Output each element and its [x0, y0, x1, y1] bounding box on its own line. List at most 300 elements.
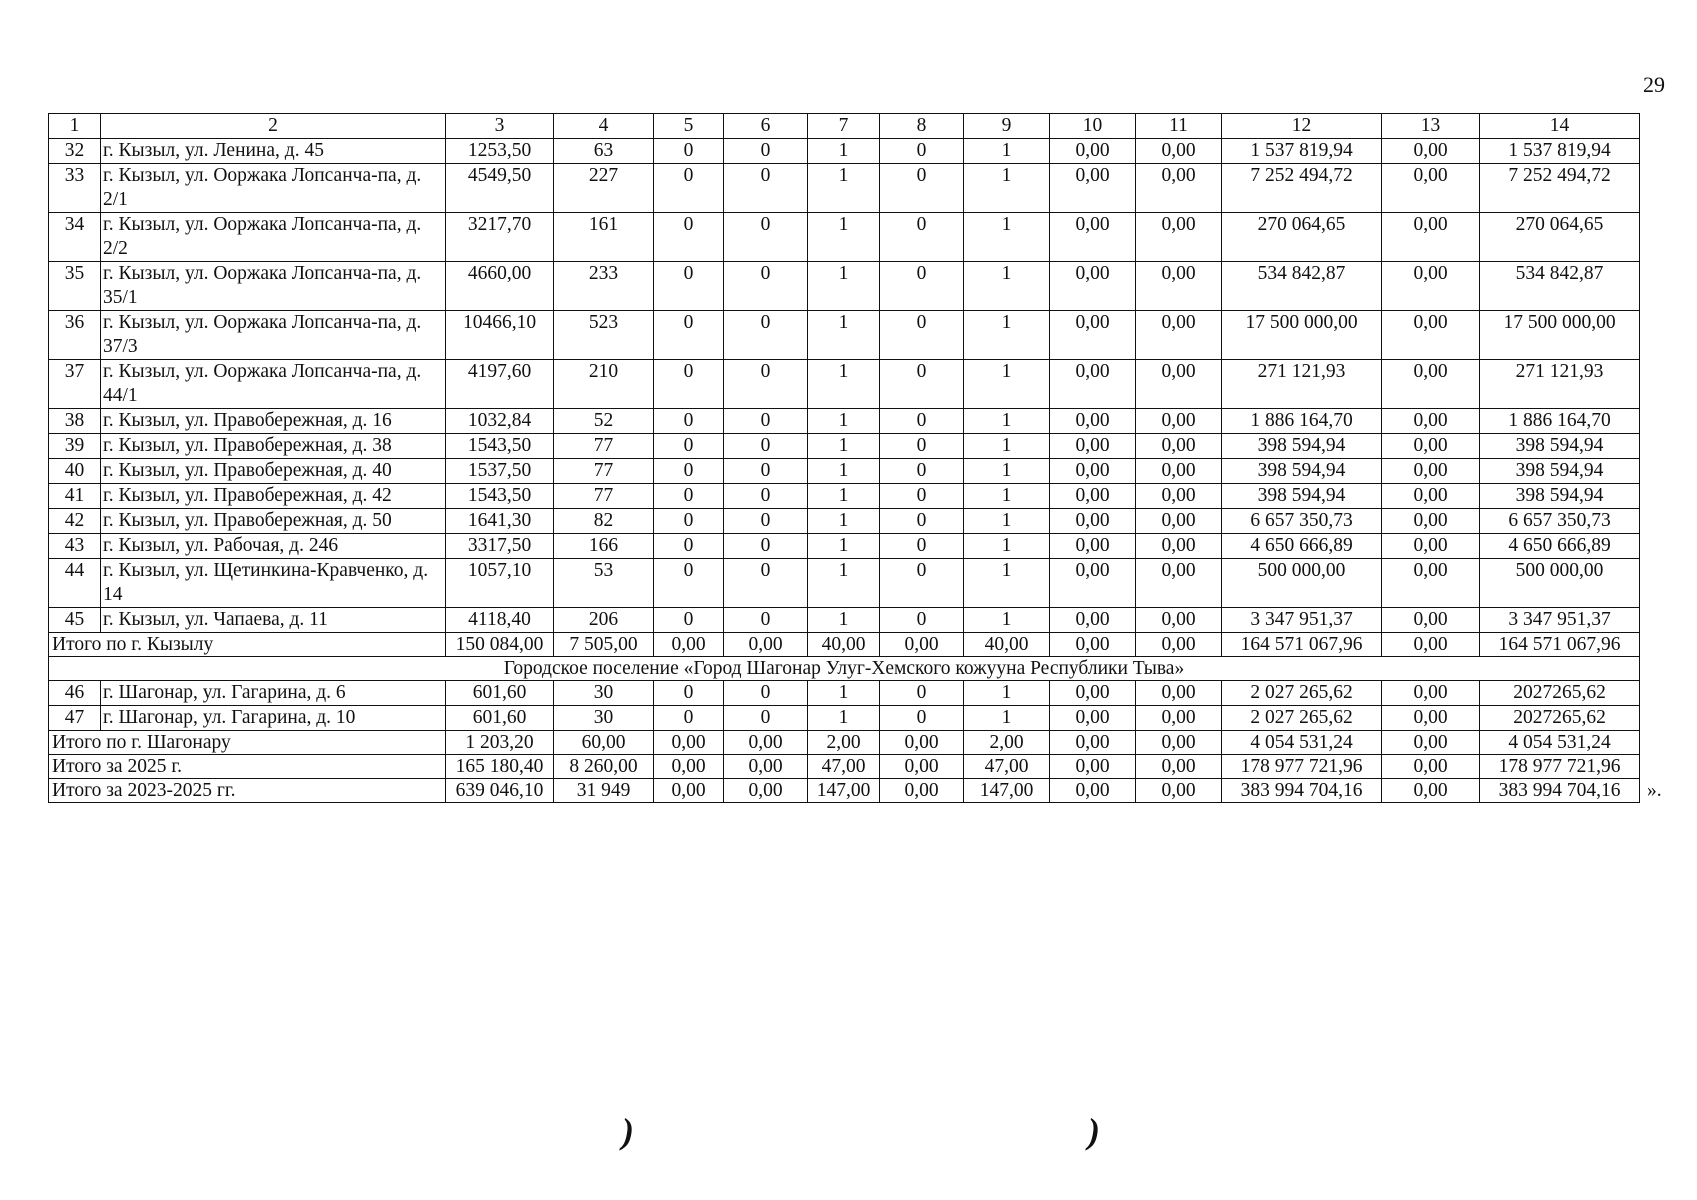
value-cell: 1641,30: [446, 509, 554, 534]
table-row: [49, 681, 1640, 706]
value-cell: 77: [554, 484, 654, 509]
value-cell: 0,00: [1050, 706, 1136, 731]
row-number-cell: 47: [49, 706, 101, 731]
total-value-cell: 0,00: [1382, 779, 1480, 803]
total-value-cell: 147,00: [964, 779, 1050, 803]
value-cell: 398 594,94: [1480, 434, 1640, 459]
table-row: [49, 459, 1640, 484]
value-cell: 1032,84: [446, 409, 554, 434]
value-cell: 0,00: [1136, 484, 1222, 509]
value-cell: 398 594,94: [1480, 484, 1640, 509]
value-cell: 0: [654, 434, 724, 459]
value-cell: 1 886 164,70: [1222, 409, 1382, 434]
value-cell: 1: [808, 360, 880, 409]
address-cell: г. Кызыл, ул. Ленина, д. 45: [101, 139, 446, 164]
table-row: [49, 484, 1640, 509]
total-value-cell: 639 046,10: [446, 779, 554, 803]
column-number-header: 12: [1222, 114, 1382, 139]
value-cell: 0: [724, 509, 808, 534]
value-cell: 0,00: [1050, 484, 1136, 509]
total-value-cell: 383 994 704,16 ».: [1480, 779, 1640, 803]
value-cell: 1: [964, 484, 1050, 509]
value-cell: 4197,60: [446, 360, 554, 409]
value-cell: 1: [964, 681, 1050, 706]
value-cell: 6 657 350,73: [1222, 509, 1382, 534]
value-cell: 1: [808, 262, 880, 311]
address-cell: г. Кызыл, ул. Ооржака Лопсанча-па, д. 35/1: [101, 262, 446, 311]
total-value-cell: 0,00: [1136, 779, 1222, 803]
value-cell: 0: [654, 409, 724, 434]
row-number-cell: 37: [49, 360, 101, 409]
value-cell: 2 027 265,62: [1222, 681, 1382, 706]
total-value-cell: 0,00: [654, 633, 724, 657]
total-value-cell: 0,00: [654, 779, 724, 803]
total-value-cell: 147,00: [808, 779, 880, 803]
value-cell: 0,00: [1382, 311, 1480, 360]
value-cell: 52: [554, 409, 654, 434]
value-cell: 3217,70: [446, 213, 554, 262]
value-cell: 0: [724, 706, 808, 731]
value-cell: 1253,50: [446, 139, 554, 164]
total-value-cell: 7 505,00: [554, 633, 654, 657]
value-cell: 0: [654, 681, 724, 706]
value-cell: 53: [554, 559, 654, 608]
value-cell: 1: [808, 509, 880, 534]
row-number-cell: 32: [49, 139, 101, 164]
value-cell: 0,00: [1382, 409, 1480, 434]
total-value-cell: 383 994 704,16: [1222, 779, 1382, 803]
address-cell: г. Кызыл, ул. Ооржака Лопсанча-па, д. 2/2: [101, 213, 446, 262]
signature-mark-left: ): [622, 1111, 634, 1151]
value-cell: 0: [880, 509, 964, 534]
total-label-cell: Итого за 2023-2025 гг.: [49, 779, 446, 803]
value-cell: 17 500 000,00: [1480, 311, 1640, 360]
value-cell: 271 121,93: [1222, 360, 1382, 409]
address-cell: г. Кызыл, ул. Правобережная, д. 50: [101, 509, 446, 534]
table-row: [49, 559, 1640, 608]
row-number-cell: 42: [49, 509, 101, 534]
total-value-cell: 40,00: [808, 633, 880, 657]
value-cell: 0: [654, 608, 724, 633]
value-cell: 1: [808, 706, 880, 731]
total-value-cell: 31 949: [554, 779, 654, 803]
value-cell: 0,00: [1050, 409, 1136, 434]
value-cell: 0,00: [1050, 360, 1136, 409]
value-cell: 4 650 666,89: [1480, 534, 1640, 559]
row-number-cell: 46: [49, 681, 101, 706]
value-cell: 0,00: [1382, 706, 1480, 731]
value-cell: 0,00: [1136, 509, 1222, 534]
value-cell: 0,00: [1382, 459, 1480, 484]
value-cell: 0: [880, 534, 964, 559]
value-cell: 0,00: [1050, 262, 1136, 311]
value-cell: 0,00: [1136, 608, 1222, 633]
value-cell: 0: [654, 559, 724, 608]
value-cell: 0,00: [1382, 213, 1480, 262]
value-cell: 0: [880, 213, 964, 262]
value-cell: 0,00: [1050, 139, 1136, 164]
value-cell: 0: [724, 559, 808, 608]
value-cell: 0,00: [1136, 681, 1222, 706]
value-cell: 0: [880, 484, 964, 509]
table-row: [49, 706, 1640, 731]
value-cell: 534 842,87: [1222, 262, 1382, 311]
value-cell: 82: [554, 509, 654, 534]
value-cell: 1: [964, 139, 1050, 164]
total-value-cell: 0,00: [1050, 755, 1136, 779]
value-cell: 270 064,65: [1222, 213, 1382, 262]
column-number-header: 6: [724, 114, 808, 139]
value-cell: 3 347 951,37: [1222, 608, 1382, 633]
value-cell: 0: [654, 164, 724, 213]
value-cell: 0,00: [1050, 459, 1136, 484]
value-cell: 1: [808, 409, 880, 434]
column-number-header: 8: [880, 114, 964, 139]
value-cell: 0,00: [1136, 164, 1222, 213]
value-cell: 0: [880, 164, 964, 213]
value-cell: 0,00: [1136, 534, 1222, 559]
column-number-header: 9: [964, 114, 1050, 139]
value-cell: 0,00: [1050, 509, 1136, 534]
value-cell: 0,00: [1136, 360, 1222, 409]
value-cell: 0,00: [1382, 139, 1480, 164]
value-cell: 0: [880, 608, 964, 633]
row-number-cell: 34: [49, 213, 101, 262]
value-cell: 0,00: [1050, 311, 1136, 360]
value-cell: 1 886 164,70: [1480, 409, 1640, 434]
total-value-cell: 4 054 531,24: [1480, 731, 1640, 755]
value-cell: 0: [724, 434, 808, 459]
value-cell: 0: [724, 213, 808, 262]
value-cell: 2027265,62: [1480, 681, 1640, 706]
row-number-cell: 36: [49, 311, 101, 360]
value-cell: 1: [808, 681, 880, 706]
value-cell: 398 594,94: [1222, 459, 1382, 484]
value-cell: 30: [554, 706, 654, 731]
value-cell: 2027265,62: [1480, 706, 1640, 731]
value-cell: 0: [880, 434, 964, 459]
section-heading: Городское поселение «Город Шагонар Улуг-Хемского кожууна Республики Тыва»: [49, 657, 1640, 681]
value-cell: 398 594,94: [1222, 434, 1382, 459]
value-cell: 6 657 350,73: [1480, 509, 1640, 534]
value-cell: 161: [554, 213, 654, 262]
value-cell: 0,00: [1382, 484, 1480, 509]
value-cell: 0,00: [1136, 409, 1222, 434]
value-cell: 270 064,65: [1480, 213, 1640, 262]
address-cell: г. Шагонар, ул. Гагарина, д. 10: [101, 706, 446, 731]
value-cell: 0: [724, 409, 808, 434]
table-row: [49, 360, 1640, 409]
value-cell: 1: [808, 434, 880, 459]
total-row: [49, 633, 1640, 657]
total-value-cell: 178 977 721,96: [1222, 755, 1382, 779]
row-number-cell: 38: [49, 409, 101, 434]
section-heading-row: [49, 657, 1640, 681]
signature-mark-right: ): [1088, 1111, 1100, 1151]
value-cell: 0,00: [1382, 534, 1480, 559]
value-cell: 534 842,87: [1480, 262, 1640, 311]
value-cell: 271 121,93: [1480, 360, 1640, 409]
table-row: [49, 311, 1640, 360]
value-cell: 63: [554, 139, 654, 164]
value-cell: 4 650 666,89: [1222, 534, 1382, 559]
value-cell: 0,00: [1050, 559, 1136, 608]
value-cell: 1: [964, 409, 1050, 434]
value-cell: 0,00: [1050, 434, 1136, 459]
total-row: [49, 731, 1640, 755]
value-cell: 1: [964, 509, 1050, 534]
row-number-cell: 41: [49, 484, 101, 509]
table-row: [49, 534, 1640, 559]
column-number-header: 7: [808, 114, 880, 139]
total-value-cell: 0,00: [724, 731, 808, 755]
value-cell: 1: [964, 213, 1050, 262]
value-cell: 1: [808, 459, 880, 484]
total-value-cell: 0,00: [1382, 633, 1480, 657]
column-number-header: 2: [101, 114, 446, 139]
value-cell: 210: [554, 360, 654, 409]
value-cell: 0,00: [1382, 360, 1480, 409]
value-cell: 10466,10: [446, 311, 554, 360]
value-cell: 0: [724, 459, 808, 484]
row-number-cell: 39: [49, 434, 101, 459]
value-cell: 0: [724, 681, 808, 706]
value-cell: 500 000,00: [1480, 559, 1640, 608]
total-value-cell: 0,00: [1050, 731, 1136, 755]
value-cell: 0,00: [1050, 681, 1136, 706]
value-cell: 77: [554, 459, 654, 484]
total-value-cell: 0,00: [1136, 755, 1222, 779]
column-number-header: 11: [1136, 114, 1222, 139]
value-cell: 1: [964, 706, 1050, 731]
table-row: [49, 509, 1640, 534]
value-cell: 1543,50: [446, 434, 554, 459]
value-cell: 7 252 494,72: [1222, 164, 1382, 213]
value-cell: 1: [808, 164, 880, 213]
row-number-cell: 33: [49, 164, 101, 213]
value-cell: 0: [654, 360, 724, 409]
address-cell: г. Кызыл, ул. Правобережная, д. 42: [101, 484, 446, 509]
total-value-cell: 165 180,40: [446, 755, 554, 779]
value-cell: 0,00: [1136, 459, 1222, 484]
total-value-cell: 47,00: [808, 755, 880, 779]
total-value-cell: 150 084,00: [446, 633, 554, 657]
value-cell: 0: [880, 139, 964, 164]
value-cell: 4549,50: [446, 164, 554, 213]
table-header-row: [49, 114, 1640, 139]
value-cell: 4660,00: [446, 262, 554, 311]
total-label-cell: Итого по г. Шагонару: [49, 731, 446, 755]
total-value-cell: 2,00: [808, 731, 880, 755]
value-cell: 0: [724, 360, 808, 409]
total-value-cell: 60,00: [554, 731, 654, 755]
value-cell: 0: [654, 213, 724, 262]
program-table: [48, 113, 1662, 803]
value-cell: 1 537 819,94: [1480, 139, 1640, 164]
value-cell: 1: [808, 139, 880, 164]
value-cell: 1: [964, 459, 1050, 484]
value-cell: 1: [964, 534, 1050, 559]
value-cell: 0,00: [1136, 311, 1222, 360]
value-cell: 0: [880, 360, 964, 409]
column-number-header: 10: [1050, 114, 1136, 139]
value-cell: 0,00: [1382, 681, 1480, 706]
total-value-cell: 1 203,20: [446, 731, 554, 755]
value-cell: 233: [554, 262, 654, 311]
value-cell: 0,00: [1382, 559, 1480, 608]
value-cell: 1: [808, 213, 880, 262]
value-cell: 0: [880, 311, 964, 360]
address-cell: г. Кызыл, ул. Ооржака Лопсанча-па, д. 44/1: [101, 360, 446, 409]
value-cell: 77: [554, 434, 654, 459]
value-cell: 1: [964, 164, 1050, 213]
value-cell: 1: [964, 262, 1050, 311]
total-value-cell: 47,00: [964, 755, 1050, 779]
value-cell: 0,00: [1050, 534, 1136, 559]
value-cell: 0: [724, 139, 808, 164]
table-row: [49, 164, 1640, 213]
total-value-cell: 0,00: [1050, 779, 1136, 803]
total-value-cell: 40,00: [964, 633, 1050, 657]
value-cell: 1: [808, 559, 880, 608]
address-cell: г. Шагонар, ул. Гагарина, д. 6: [101, 681, 446, 706]
value-cell: 1: [808, 311, 880, 360]
value-cell: 0: [654, 534, 724, 559]
value-cell: 0,00: [1382, 434, 1480, 459]
value-cell: 0: [654, 311, 724, 360]
value-cell: 17 500 000,00: [1222, 311, 1382, 360]
value-cell: 0: [724, 311, 808, 360]
total-row: [49, 779, 1640, 803]
value-cell: 398 594,94: [1480, 459, 1640, 484]
value-cell: 0: [880, 559, 964, 608]
value-cell: 0: [654, 509, 724, 534]
value-cell: 0,00: [1136, 262, 1222, 311]
value-cell: 2 027 265,62: [1222, 706, 1382, 731]
value-cell: 0: [880, 262, 964, 311]
value-cell: 1: [808, 534, 880, 559]
column-number-header: 5: [654, 114, 724, 139]
address-cell: г. Кызыл, ул. Рабочая, д. 246: [101, 534, 446, 559]
value-cell: 3317,50: [446, 534, 554, 559]
address-cell: г. Кызыл, ул. Правобережная, д. 38: [101, 434, 446, 459]
total-row: [49, 755, 1640, 779]
total-value-cell: 4 054 531,24: [1222, 731, 1382, 755]
address-cell: г. Кызыл, ул. Правобережная, д. 40: [101, 459, 446, 484]
row-number-cell: 43: [49, 534, 101, 559]
value-cell: 0,00: [1136, 213, 1222, 262]
value-cell: 0,00: [1382, 608, 1480, 633]
value-cell: 0,00: [1136, 139, 1222, 164]
value-cell: 0,00: [1050, 164, 1136, 213]
column-number-header: 3: [446, 114, 554, 139]
value-cell: 0: [880, 459, 964, 484]
address-cell: г. Кызыл, ул. Ооржака Лопсанча-па, д. 37/3: [101, 311, 446, 360]
total-value-cell: 8 260,00: [554, 755, 654, 779]
column-number-header: 13: [1382, 114, 1480, 139]
value-cell: 0,00: [1382, 262, 1480, 311]
value-cell: 601,60: [446, 681, 554, 706]
row-number-cell: 44: [49, 559, 101, 608]
value-cell: 7 252 494,72: [1480, 164, 1640, 213]
value-cell: 1: [964, 434, 1050, 459]
value-cell: 0: [654, 262, 724, 311]
address-cell: г. Кызыл, ул. Правобережная, д. 16: [101, 409, 446, 434]
value-cell: 4118,40: [446, 608, 554, 633]
total-value-cell: 0,00: [1050, 633, 1136, 657]
value-cell: 3 347 951,37: [1480, 608, 1640, 633]
total-value-cell: 2,00: [964, 731, 1050, 755]
total-value-cell: 0,00: [724, 755, 808, 779]
value-cell: 398 594,94: [1222, 484, 1382, 509]
value-cell: 206: [554, 608, 654, 633]
value-cell: 0,00: [1136, 706, 1222, 731]
value-cell: 1: [964, 559, 1050, 608]
table-row: [49, 608, 1640, 633]
value-cell: 0,00: [1136, 434, 1222, 459]
value-cell: 1537,50: [446, 459, 554, 484]
address-cell: г. Кызыл, ул. Ооржака Лопсанча-па, д. 2/1: [101, 164, 446, 213]
value-cell: 0,00: [1136, 559, 1222, 608]
page-number: 29: [1643, 72, 1665, 97]
table-row: [49, 213, 1640, 262]
value-cell: 500 000,00: [1222, 559, 1382, 608]
value-cell: 0: [654, 139, 724, 164]
total-value-cell: 164 571 067,96: [1480, 633, 1640, 657]
value-cell: 0: [654, 706, 724, 731]
column-number-header: 14: [1480, 114, 1640, 139]
value-cell: 1543,50: [446, 484, 554, 509]
address-cell: г. Кызыл, ул. Щетинкина-Кравченко, д. 14: [101, 559, 446, 608]
value-cell: 1 537 819,94: [1222, 139, 1382, 164]
value-cell: 0,00: [1382, 164, 1480, 213]
total-value-cell: 0,00: [1382, 731, 1480, 755]
total-value-cell: 0,00: [724, 633, 808, 657]
value-cell: 0: [724, 484, 808, 509]
column-number-header: 4: [554, 114, 654, 139]
row-number-cell: 40: [49, 459, 101, 484]
value-cell: 0: [880, 681, 964, 706]
value-cell: 0: [724, 534, 808, 559]
value-cell: 0: [724, 262, 808, 311]
address-cell: г. Кызыл, ул. Чапаева, д. 11: [101, 608, 446, 633]
total-value-cell: 0,00: [1136, 633, 1222, 657]
table-row: [49, 434, 1640, 459]
value-cell: 1057,10: [446, 559, 554, 608]
value-cell: 0: [880, 409, 964, 434]
value-cell: 166: [554, 534, 654, 559]
total-label-cell: Итого по г. Кызылу: [49, 633, 446, 657]
table-row: [49, 262, 1640, 311]
value-cell: 1: [964, 360, 1050, 409]
total-value-cell: 0,00: [724, 779, 808, 803]
total-value-cell: 0,00: [880, 731, 964, 755]
table-row: [49, 409, 1640, 434]
value-cell: 227: [554, 164, 654, 213]
total-value-cell: 0,00: [880, 779, 964, 803]
value-cell: 0: [724, 608, 808, 633]
value-cell: 0: [880, 706, 964, 731]
total-value-cell: 0,00: [1382, 755, 1480, 779]
value-cell: 1: [808, 608, 880, 633]
total-value-cell: 0,00: [1136, 731, 1222, 755]
column-number-header: 1: [49, 114, 101, 139]
value-cell: 0: [654, 459, 724, 484]
value-cell: 1: [964, 608, 1050, 633]
total-value-cell: 164 571 067,96: [1222, 633, 1382, 657]
table-row: [49, 139, 1640, 164]
total-value-cell: 0,00: [654, 731, 724, 755]
